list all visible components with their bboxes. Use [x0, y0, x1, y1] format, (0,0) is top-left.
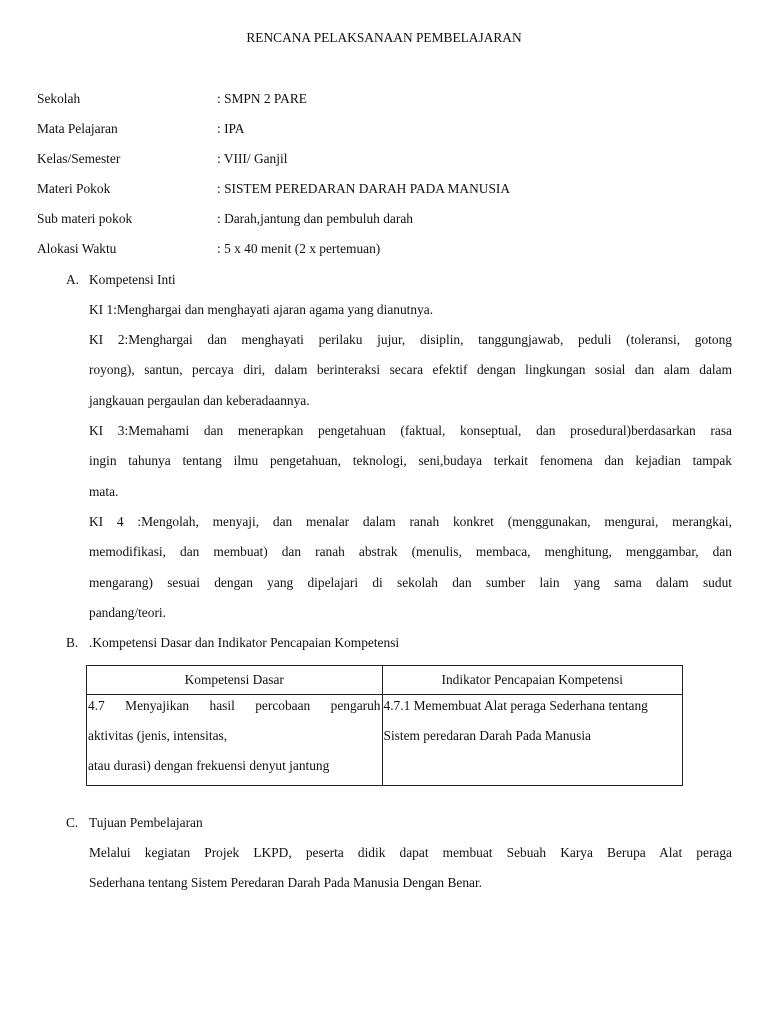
identity-value-subtopic: : Darah,jantung dan pembuluh darah [217, 211, 413, 226]
ipk-cell [382, 695, 683, 786]
ki2-line: jangkauan pergaulan dan keberadaannya. [89, 392, 310, 408]
ki3-line: KI 3:Memahami dan menerapkan pengetahuan (faktual, konseptual, dan prosedural)berdasarkan rasa [89, 423, 732, 438]
ki3-line: mata. [89, 483, 119, 499]
objective-paragraph [89, 838, 732, 899]
ki2-paragraph [89, 325, 732, 416]
identity-label-school: Sekolah [37, 91, 81, 106]
section-c-marker: C. [66, 815, 79, 830]
ki4-line: memodifikasi, dan membuat) dan ranah abstrak (menulis, membaca, menghitung, menggambar, dan [89, 544, 732, 560]
ipk-line: Sistem peredaran Darah Pada Manusia [383, 728, 591, 743]
ki4-line: KI 4 :Mengolah, menyaji, dan menalar dalam ranah konkret (menggunakan, mengurai, merangkai, [89, 514, 732, 529]
section-c-title: Tujuan Pembelajaran [89, 815, 203, 830]
ki2-line: royong), santun, percaya diri, dalam berinteraksi secara efektif dengan lingkungan sosial dan alam dalam [89, 362, 732, 378]
identity-value-subject: : IPA [217, 121, 245, 136]
kd-line: atau durasi) dengan frekuensi denyut jantung [88, 758, 330, 773]
table-row [87, 695, 683, 786]
identity-value-topic: : SISTEM PEREDARAN DARAH PADA MANUSIA [217, 181, 511, 196]
document-title: RENCANA PELAKSANAAN PEMBELAJARAN [246, 30, 522, 45]
ki4-line: mengarang) sesuai dengan yang dipelajari di sekolah dan sumber lain yang sama dalam sudut [89, 574, 732, 590]
kd-line: 4.7 Menyajikan hasil percobaan pengaruh [88, 698, 381, 713]
section-b-marker: B. [66, 635, 79, 650]
identity-value-time: : 5 x 40 menit (2 x pertemuan) [217, 241, 381, 256]
table-header-row [87, 666, 683, 695]
competency-table [86, 665, 683, 786]
objective-line: Melalui kegiatan Projek LKPD, peserta didik dapat membuat Sebuah Karya Berupa Alat peraga [89, 845, 732, 860]
kd-cell [87, 695, 383, 786]
ipk-line: 4.7.1 Memembuat Alat peraga Sederhana tentang [383, 698, 648, 713]
ki3-line: ingin tahunya tentang ilmu pengetahuan, teknologi, seni,budaya terkait fenomena dan kejadian tampak [89, 453, 732, 469]
table-header-kd: Kompetensi Dasar [87, 666, 383, 695]
ki1-line: KI 1:Menghargai dan menghayati ajaran agama yang dianutnya. [89, 302, 434, 317]
ki4-line: pandang/teori. [89, 604, 166, 620]
identity-label-subtopic: Sub materi pokok [37, 211, 133, 226]
objective-line: Sederhana tentang Sistem Peredaran Darah Pada Manusia Dengan Benar. [89, 875, 483, 891]
ki2-line: KI 2:Menghargai dan menghayati perilaku jujur, disiplin, tanggungjawab, peduli (toleransi, gotong [89, 332, 732, 347]
ki3-paragraph [89, 416, 732, 507]
section-a-title: Kompetensi Inti [89, 272, 176, 287]
ki4-paragraph [89, 507, 732, 628]
section-b-title: .Kompetensi Dasar dan Indikator Pencapaian Kompetensi [89, 635, 400, 650]
identity-label-time: Alokasi Waktu [37, 241, 117, 256]
ki1-paragraph [89, 295, 732, 325]
table-header-ipk: Indikator Pencapaian Kompetensi [382, 666, 683, 695]
identity-value-class: : VIII/ Ganjil [217, 151, 288, 166]
identity-value-school: : SMPN 2 PARE [217, 91, 307, 106]
identity-label-subject: Mata Pelajaran [37, 121, 118, 136]
identity-label-class: Kelas/Semester [37, 151, 121, 166]
kd-line: aktivitas (jenis, intensitas, [88, 728, 228, 743]
identity-label-topic: Materi Pokok [37, 181, 111, 196]
section-a-marker: A. [66, 272, 80, 287]
